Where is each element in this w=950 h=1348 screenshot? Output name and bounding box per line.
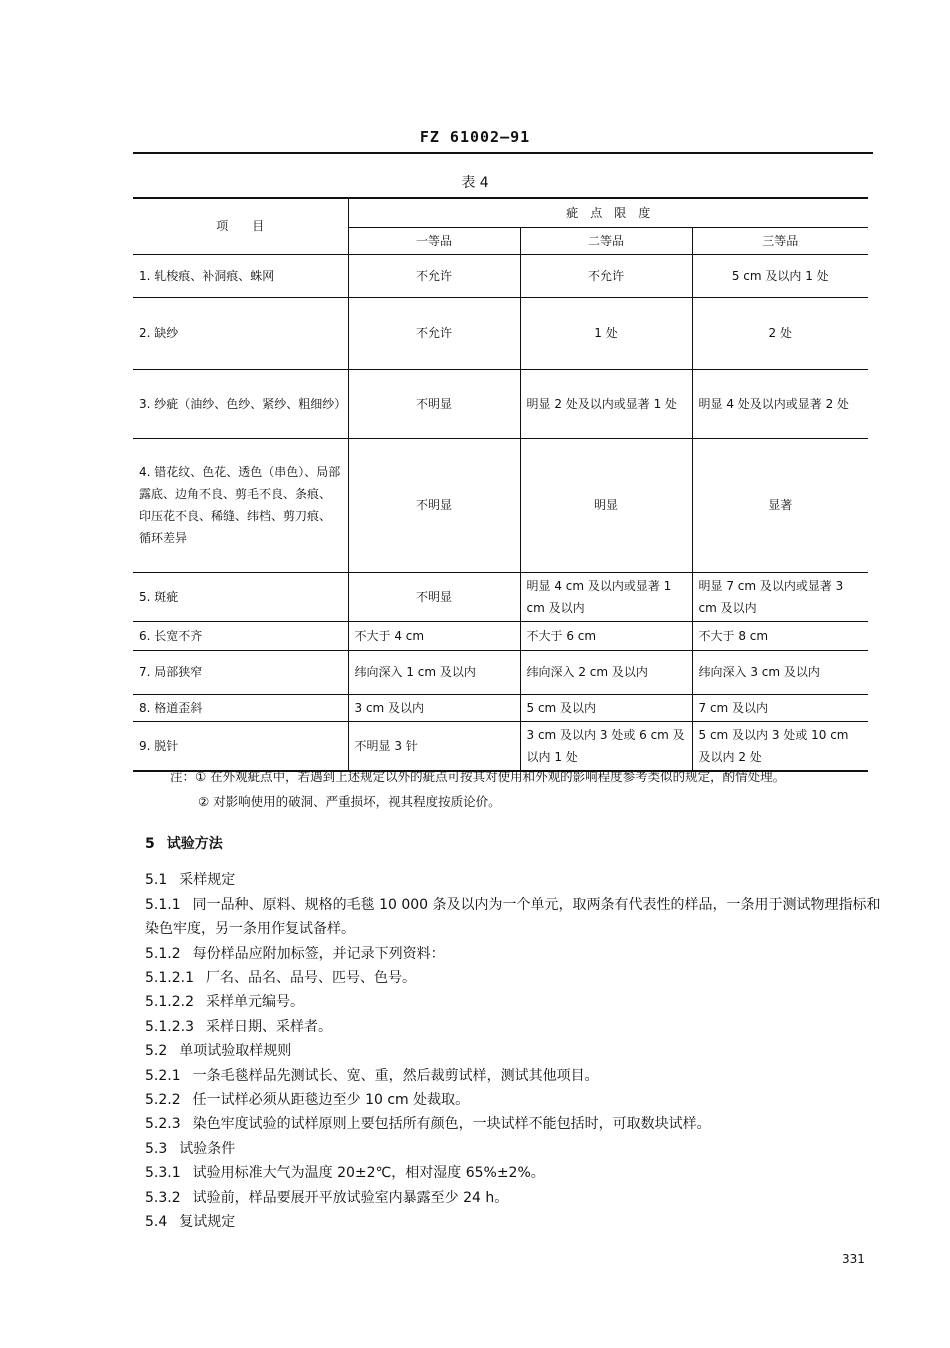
- row-grade-3: 7 cm 及以内: [692, 694, 868, 721]
- row-grade-3: 不大于 8 cm: [692, 621, 868, 650]
- clause-number: 5.1.1: [145, 896, 181, 913]
- clause-number: 5.3.1: [145, 1165, 181, 1182]
- row-grade-3: 显著: [692, 438, 868, 572]
- clause: [145, 868, 885, 892]
- row-grade-1: 不明显: [348, 572, 520, 621]
- note-1: 注：① 在外观疵点中，若遇到上述规定以外的疵点可按其对使用和外观的影响程度参考类似的规定，酌情处理。: [170, 769, 786, 784]
- clause: [145, 1186, 885, 1210]
- row-grade-1: 纬向深入 1 cm 及以内: [348, 650, 520, 694]
- row-grade-1: 不大于 4 cm: [348, 621, 520, 650]
- row-grade-3: 2 处: [692, 297, 868, 369]
- clause: [145, 1015, 885, 1039]
- clause-number: 5.1.2.2: [145, 994, 194, 1011]
- clause-text: 试验条件: [179, 1140, 236, 1157]
- row-grade-1: 不允许: [348, 297, 520, 369]
- test-methods-section: [145, 832, 885, 1235]
- clause: [145, 1039, 885, 1063]
- clause-text: 采样日期、采样者。: [205, 1018, 332, 1035]
- clause: [145, 1112, 885, 1136]
- clause-number: 5.3: [145, 1140, 168, 1157]
- row-item: 7. 局部狭窄: [133, 650, 348, 694]
- clause-number: 5.1.2.1: [145, 970, 194, 987]
- table-row: [133, 438, 868, 572]
- clause-text: 采样规定: [179, 872, 236, 889]
- header-rule: [133, 152, 873, 154]
- row-item: 4. 错花纹、色花、透色（串色）、局部露底、边角不良、剪毛不良、条痕、印压花不良、稀缝、纬档、剪刀痕、循环差异: [133, 438, 348, 572]
- row-grade-2: 不大于 6 cm: [520, 621, 692, 650]
- clause-number: 5.1: [145, 872, 168, 889]
- clause-number: 5.1.2.3: [145, 1018, 194, 1035]
- section-heading: [145, 832, 885, 856]
- clause-number: 5.4: [145, 1214, 168, 1231]
- row-item: 9. 脱针: [133, 721, 348, 771]
- standard-code: FZ 61002—91: [419, 128, 531, 146]
- row-grade-1: 不明显 3 针: [348, 721, 520, 771]
- row-grade-2: 3 cm 及以内 3 处或 6 cm 及以内 1 处: [520, 721, 692, 771]
- clause-number: 5.1.2: [145, 945, 181, 962]
- row-grade-2: 明显 2 处及以内或显著 1 处: [520, 369, 692, 438]
- row-grade-3: 5 cm 及以内 3 处或 10 cm 及以内 2 处: [692, 721, 868, 771]
- row-grade-1: 不允许: [348, 254, 520, 297]
- row-grade-1: 不明显: [348, 438, 520, 572]
- row-grade-3: 明显 7 cm 及以内或显著 3 cm 及以内: [692, 572, 868, 621]
- row-grade-2: 不允许: [520, 254, 692, 297]
- row-grade-2: 5 cm 及以内: [520, 694, 692, 721]
- section-number: 5: [145, 836, 155, 852]
- table-row: [133, 572, 868, 621]
- clause-number: 5.2: [145, 1043, 168, 1060]
- defect-limit-table: [133, 197, 868, 772]
- row-grade-2: 明显 4 cm 及以内或显著 1 cm 及以内: [520, 572, 692, 621]
- table-row: [133, 297, 868, 369]
- header-defect-limit: 疵 点 限 度: [348, 198, 868, 227]
- clause-text: 采样单元编号。: [205, 994, 304, 1011]
- table-title: 表 4: [461, 175, 489, 191]
- clause-text: 任一试样必须从距毯边至少 10 cm 处裁取。: [192, 1092, 470, 1109]
- header-grade-2: 二等品: [520, 227, 692, 254]
- page-number: 331: [842, 1252, 865, 1266]
- row-item: 2. 缺纱: [133, 297, 348, 369]
- table-row: [133, 650, 868, 694]
- row-grade-2: 纬向深入 2 cm 及以内: [520, 650, 692, 694]
- row-grade-2: 1 处: [520, 297, 692, 369]
- row-grade-1: 不明显: [348, 369, 520, 438]
- clause-number: 5.2.3: [145, 1116, 181, 1133]
- table-notes: [170, 764, 785, 814]
- table-row: [133, 621, 868, 650]
- section-title: 试验方法: [166, 836, 223, 852]
- table-row: [133, 694, 868, 721]
- row-grade-3: 5 cm 及以内 1 处: [692, 254, 868, 297]
- clause-number: 5.2.1: [145, 1067, 181, 1084]
- clause: [145, 1210, 885, 1234]
- clause: [145, 1161, 885, 1185]
- table-row: [133, 254, 868, 297]
- clause-text: 厂名、品名、品号、匹号、色号。: [205, 970, 416, 987]
- row-grade-1: 3 cm 及以内: [348, 694, 520, 721]
- row-grade-3: 明显 4 处及以内或显著 2 处: [692, 369, 868, 438]
- row-item: 5. 斑疵: [133, 572, 348, 621]
- row-grade-2: 明显: [520, 438, 692, 572]
- note-2: ② 对影响使用的破洞、严重损坏，视其程度按质论价。: [198, 794, 501, 809]
- clause: [145, 942, 885, 966]
- clause-text: 每份样品应附加标签，并记录下列资料：: [192, 945, 445, 962]
- clause-text: 试验前，样品要展开平放试验室内暴露至少 24 h。: [192, 1189, 509, 1206]
- header-grade-1: 一等品: [348, 227, 520, 254]
- clause-number: 5.2.2: [145, 1092, 181, 1109]
- row-item: 6. 长宽不齐: [133, 621, 348, 650]
- row-grade-3: 纬向深入 3 cm 及以内: [692, 650, 868, 694]
- clause: [145, 990, 885, 1014]
- table-row: [133, 369, 868, 438]
- header-grade-3: 三等品: [692, 227, 868, 254]
- clause-text: 一条毛毯样品先测试长、宽、重，然后裁剪试样，测试其他项目。: [192, 1067, 599, 1084]
- clause-text: 试验用标准大气为温度 20±2℃，相对湿度 65%±2%。: [192, 1165, 545, 1182]
- clause: [145, 1088, 885, 1112]
- clause: [145, 893, 885, 942]
- clause-text: 同一品种、原料、规格的毛毯 10 000 条及以内为一个单元，取两条有代表性的样品，一条用于测试物理指标和染色牢度，另一条用作复试备样。: [145, 896, 881, 938]
- row-item: 1. 轧梭痕、补洞痕、蛛网: [133, 254, 348, 297]
- row-item: 3. 纱疵（油纱、色纱、紧纱、粗细纱）: [133, 369, 348, 438]
- clause-text: 染色牢度试验的试样原则上要包括所有颜色，一块试样不能包括时，可取数块试样。: [192, 1116, 711, 1133]
- clause-text: 复试规定: [179, 1214, 236, 1231]
- clause-text: 单项试验取样规则: [179, 1043, 292, 1060]
- clause: [145, 966, 885, 990]
- clause-number: 5.3.2: [145, 1189, 181, 1206]
- clause: [145, 1064, 885, 1088]
- header-item: 项 目: [133, 198, 348, 254]
- clause: [145, 1137, 885, 1161]
- row-item: 8. 格道歪斜: [133, 694, 348, 721]
